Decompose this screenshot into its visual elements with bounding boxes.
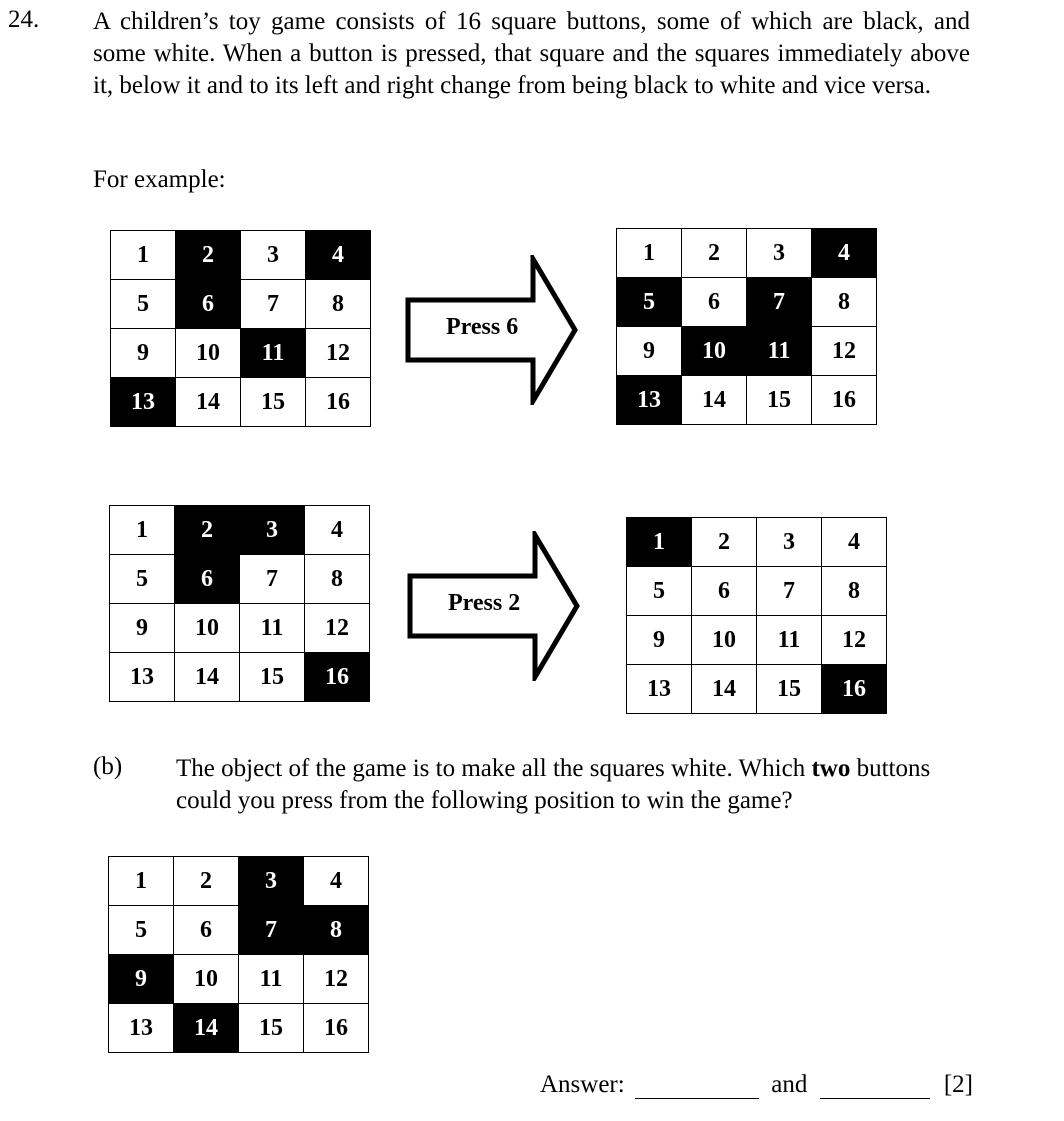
grid-row (109, 955, 369, 1004)
grid-square-11: 11 (241, 329, 306, 378)
grid-square-13: 13 (111, 378, 176, 427)
grid-row (109, 906, 369, 955)
grid-row (617, 376, 877, 425)
part-b-text (176, 753, 976, 817)
grid-square-13: 13 (110, 653, 175, 702)
grid-square-16: 16 (812, 376, 877, 425)
grid-square-5: 5 (110, 555, 175, 604)
grid-square-3: 3 (241, 231, 306, 280)
grid-square-13: 13 (617, 376, 682, 425)
grid-row (110, 604, 370, 653)
grid-example2-before (109, 505, 370, 702)
grid-square-9: 9 (617, 327, 682, 376)
grid-square-10: 10 (682, 327, 747, 376)
grid-square-3: 3 (239, 857, 304, 906)
grid-square-6: 6 (174, 906, 239, 955)
grid-square-2: 2 (175, 506, 240, 555)
grid-square-16: 16 (305, 653, 370, 702)
answer-and: and (771, 1071, 808, 1098)
grid-square-5: 5 (109, 906, 174, 955)
question-intro: A children’s toy game consists of 16 square buttons, some of which are black, and some white. When a button is pressed, that square and the squares immediately above it, below it and to its left and right change from being black to white and vice versa. (93, 8, 970, 99)
grid-square-8: 8 (812, 278, 877, 327)
grid-square-2: 2 (692, 518, 757, 567)
grid-square-3: 3 (747, 229, 812, 278)
grid-square-7: 7 (239, 906, 304, 955)
grid-square-16: 16 (304, 1004, 369, 1053)
grid-square-13: 13 (109, 1004, 174, 1053)
grid-row (627, 567, 887, 616)
grid-example2-after (626, 517, 887, 714)
grid-square-15: 15 (747, 376, 812, 425)
grid-square-15: 15 (757, 665, 822, 714)
grid-square-1: 1 (627, 518, 692, 567)
grid-square-4: 4 (304, 857, 369, 906)
grid-square-3: 3 (240, 506, 305, 555)
grid-row (111, 231, 371, 280)
part-b-bold: two (811, 755, 851, 782)
grid-square-14: 14 (175, 653, 240, 702)
grid-square-10: 10 (692, 616, 757, 665)
question-number: 24. (8, 6, 40, 33)
grid-square-9: 9 (111, 329, 176, 378)
grid-square-14: 14 (174, 1004, 239, 1053)
grid-square-8: 8 (822, 567, 887, 616)
grid-square-4: 4 (822, 518, 887, 567)
grid-square-12: 12 (822, 616, 887, 665)
grid-row (617, 327, 877, 376)
grid-square-12: 12 (812, 327, 877, 376)
grid-square-5: 5 (627, 567, 692, 616)
grid-row (617, 278, 877, 327)
grid-square-8: 8 (305, 555, 370, 604)
grid-example1-before (110, 230, 371, 427)
grid-square-10: 10 (174, 955, 239, 1004)
grid-square-2: 2 (682, 229, 747, 278)
grid-square-11: 11 (240, 604, 305, 653)
grid-square-14: 14 (682, 376, 747, 425)
grid-square-6: 6 (175, 555, 240, 604)
grid-square-7: 7 (240, 555, 305, 604)
grid-square-12: 12 (306, 329, 371, 378)
grid-square-1: 1 (109, 857, 174, 906)
grid-square-14: 14 (176, 378, 241, 427)
grid-row (110, 555, 370, 604)
answer-blank-1[interactable] (635, 1072, 759, 1099)
marks: [2] (943, 1071, 973, 1098)
grid-row (111, 378, 371, 427)
example-label: For example: (93, 166, 226, 193)
grid-square-2: 2 (176, 231, 241, 280)
grid-square-9: 9 (109, 955, 174, 1004)
grid-square-14: 14 (692, 665, 757, 714)
grid-square-1: 1 (110, 506, 175, 555)
grid-square-13: 13 (627, 665, 692, 714)
grid-square-4: 4 (812, 229, 877, 278)
grid-row (111, 329, 371, 378)
grid-row (627, 665, 887, 714)
grid-square-2: 2 (174, 857, 239, 906)
grid-square-1: 1 (617, 229, 682, 278)
grid-square-11: 11 (757, 616, 822, 665)
grid-square-10: 10 (175, 604, 240, 653)
grid-square-15: 15 (240, 653, 305, 702)
grid-row (110, 506, 370, 555)
grid-square-8: 8 (306, 280, 371, 329)
answer-line (540, 1071, 973, 1099)
grid-square-11: 11 (747, 327, 812, 376)
grid-square-15: 15 (239, 1004, 304, 1053)
grid-square-11: 11 (239, 955, 304, 1004)
grid-square-6: 6 (682, 278, 747, 327)
grid-square-5: 5 (111, 280, 176, 329)
grid-row (627, 616, 887, 665)
grid-square-7: 7 (747, 278, 812, 327)
grid-square-6: 6 (176, 280, 241, 329)
grid-square-16: 16 (822, 665, 887, 714)
grid-row (110, 653, 370, 702)
part-b-label: (b) (93, 753, 123, 780)
grid-square-5: 5 (617, 278, 682, 327)
grid-square-12: 12 (305, 604, 370, 653)
grid-row (111, 280, 371, 329)
grid-square-15: 15 (241, 378, 306, 427)
grid-square-4: 4 (306, 231, 371, 280)
grid-square-1: 1 (111, 231, 176, 280)
answer-blank-2[interactable] (820, 1072, 930, 1099)
grid-square-6: 6 (692, 567, 757, 616)
part-b-text-end: buttons could you press from the following position to win the game? (176, 755, 931, 814)
press-2-label: Press 2 (448, 590, 521, 616)
grid-square-9: 9 (110, 604, 175, 653)
grid-square-4: 4 (305, 506, 370, 555)
grid-square-3: 3 (757, 518, 822, 567)
grid-example1-after (616, 228, 877, 425)
grid-row (109, 857, 369, 906)
grid-square-7: 7 (241, 280, 306, 329)
grid-row (627, 518, 887, 567)
press-6-label: Press 6 (446, 314, 519, 340)
grid-square-10: 10 (176, 329, 241, 378)
grid-row (617, 229, 877, 278)
grid-part-b (108, 856, 369, 1053)
grid-square-12: 12 (304, 955, 369, 1004)
grid-row (109, 1004, 369, 1053)
grid-square-16: 16 (306, 378, 371, 427)
grid-square-9: 9 (627, 616, 692, 665)
grid-square-7: 7 (757, 567, 822, 616)
grid-square-8: 8 (304, 906, 369, 955)
part-b-text-start: The object of the game is to make all the squares white. Which (176, 755, 812, 782)
answer-label: Answer: (540, 1071, 625, 1098)
